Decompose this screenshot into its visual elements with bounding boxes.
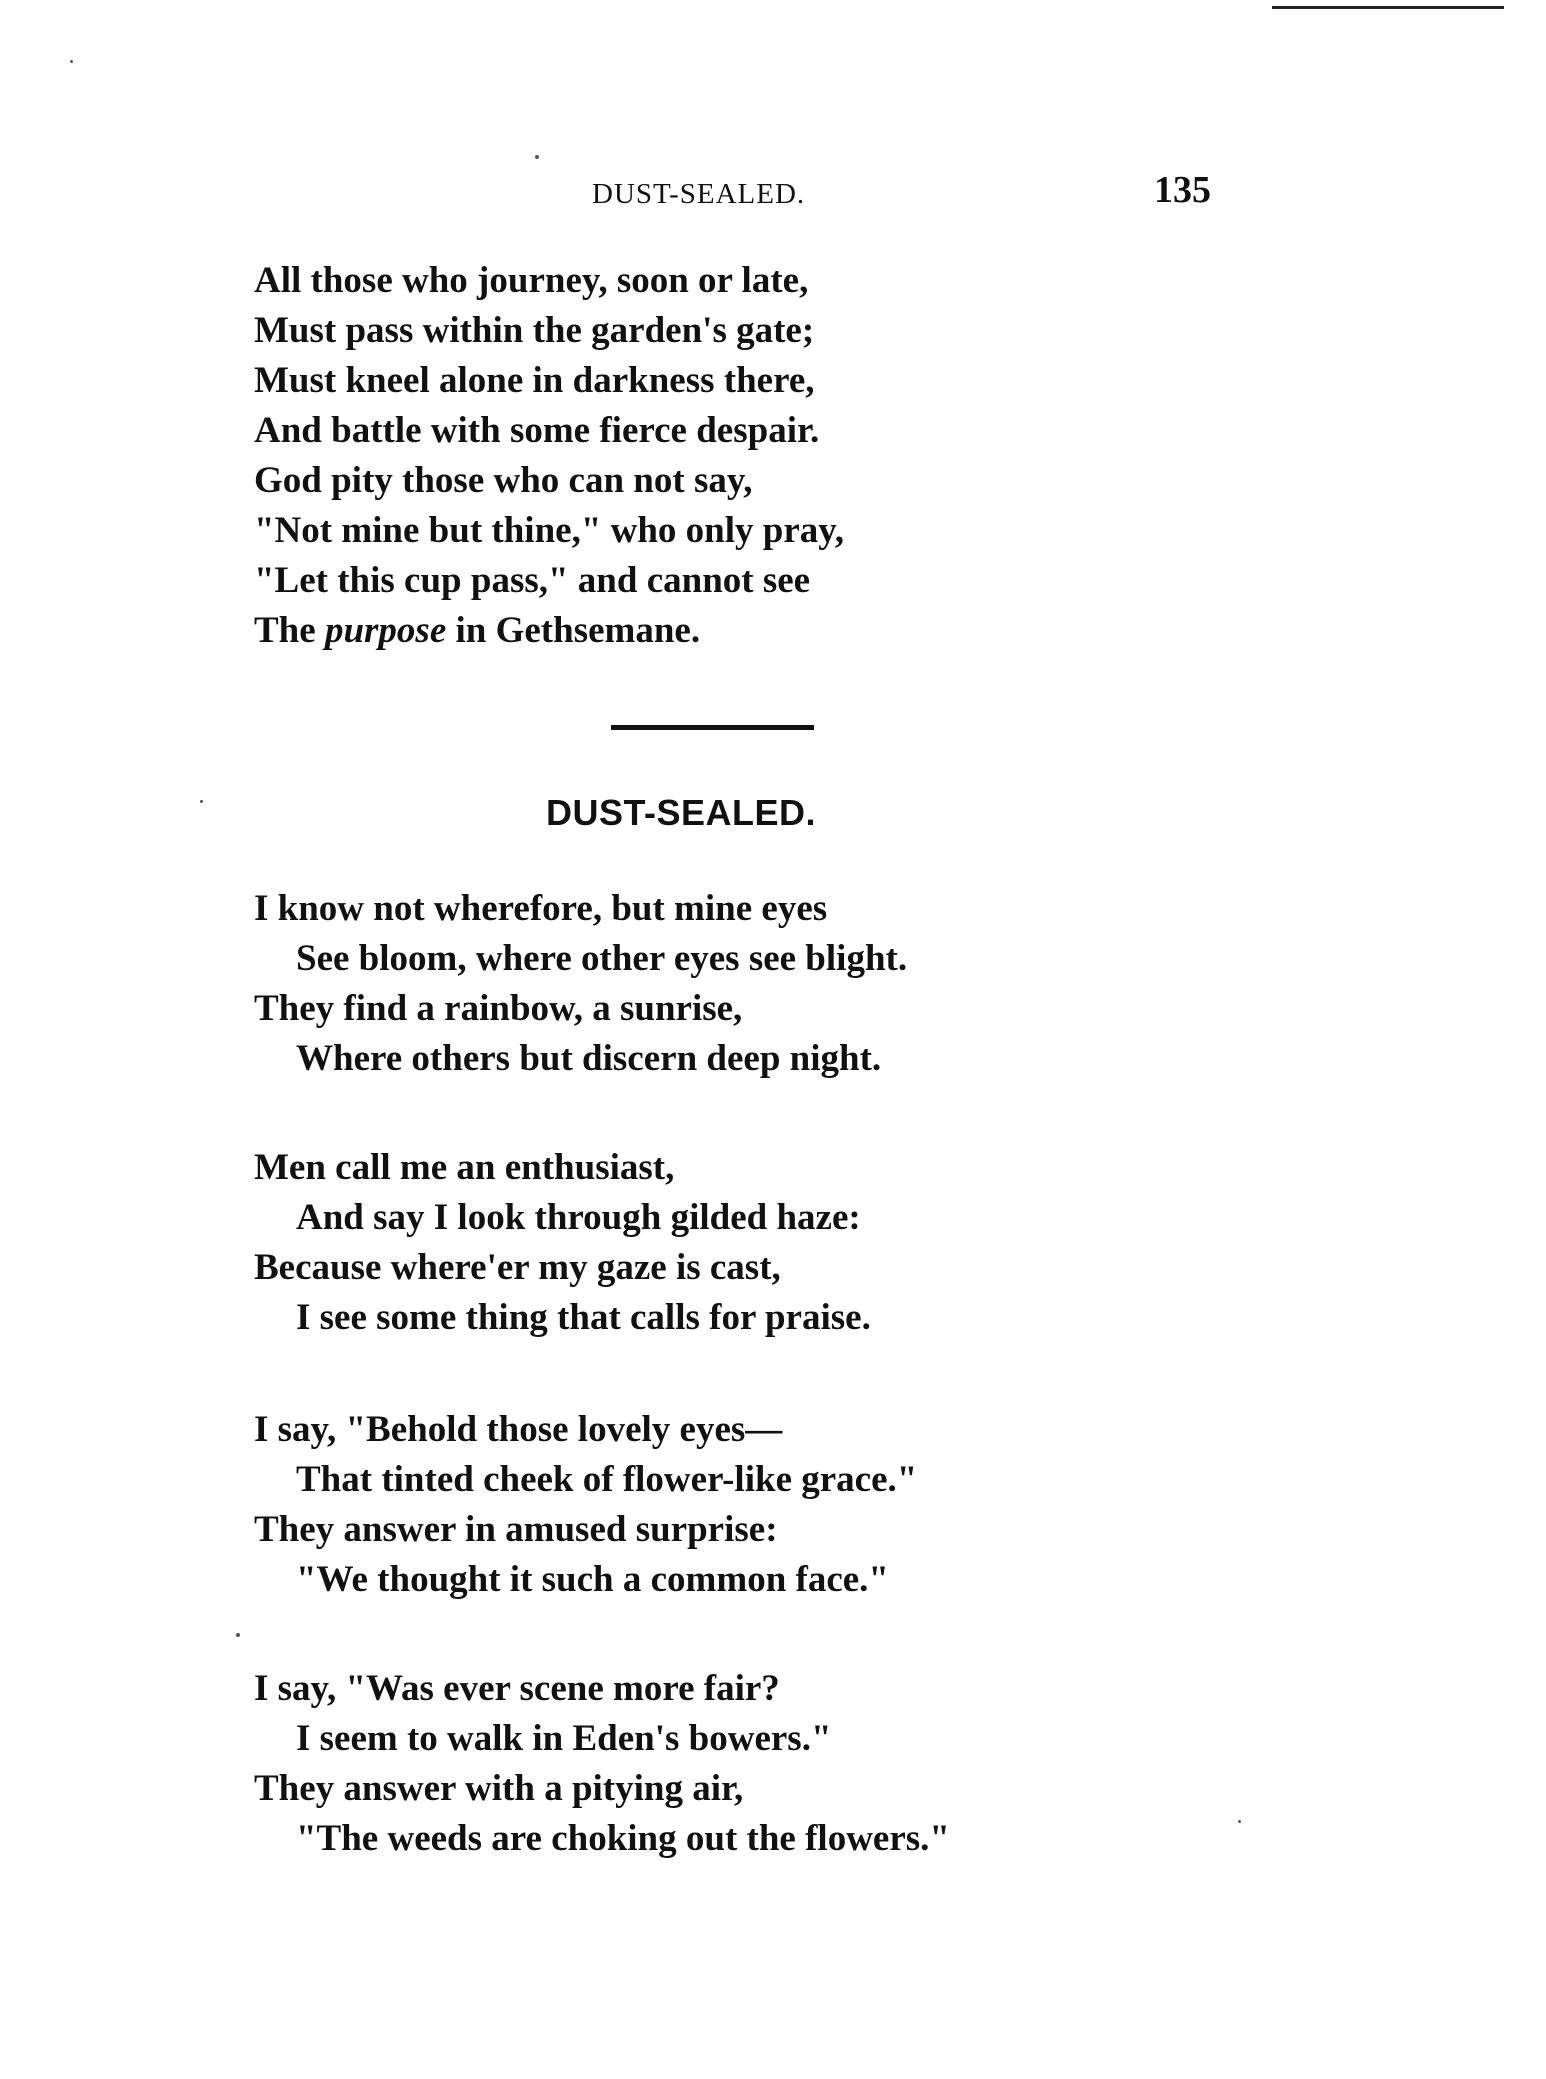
stanza-1 [254, 884, 907, 1084]
stanza-3 [254, 1405, 917, 1605]
previous-poem-stanza [254, 256, 844, 656]
poem-line: Because where'er my gaze is cast, [254, 1247, 781, 1288]
poem-line: They answer in amused surprise: [254, 1509, 778, 1550]
poem-line: And battle with some fierce despair. [254, 410, 820, 451]
poem-line: I seem to walk in Eden's bowers." [296, 1718, 832, 1759]
poem-line: See bloom, where other eyes see blight. [296, 938, 908, 979]
scan-speck [1238, 1820, 1241, 1823]
poem-line: Men call me an enthusiast, [254, 1147, 675, 1188]
stanza-2 [254, 1143, 871, 1343]
poem-line: "The weeds are choking out the flowers." [296, 1818, 950, 1859]
poem-line: Must pass within the garden's gate; [254, 310, 815, 351]
line-text-before: The [254, 610, 325, 651]
poem-line-last [254, 606, 844, 656]
poem-line: "Not mine but thine," who only pray, [254, 510, 844, 551]
poem-line: I say, "Behold those lovely eyes— [254, 1409, 783, 1450]
scan-speck [236, 1633, 240, 1637]
poem-line: "We thought it such a common face." [296, 1559, 889, 1600]
page-number: 135 [1154, 169, 1211, 211]
poem-line: God pity those who can not say, [254, 460, 753, 501]
poem-line: I say, "Was ever scene more fair? [254, 1668, 780, 1709]
top-edge-rule [1272, 6, 1504, 9]
scan-speck [200, 800, 203, 803]
poem-line: All those who journey, soon or late, [254, 260, 809, 301]
poem-line: That tinted cheek of flower-like grace." [296, 1459, 918, 1500]
poem-line: I know not wherefore, but mine eyes [254, 888, 828, 929]
poem-line: Where others but discern deep night. [296, 1038, 882, 1079]
italic-word: purpose [324, 610, 447, 651]
poem-line: I see some thing that calls for praise. [296, 1297, 871, 1338]
stanza-4 [254, 1664, 950, 1864]
poem-title: DUST-SEALED. [546, 792, 817, 833]
poem-line: And say I look through gilded haze: [296, 1197, 861, 1238]
section-divider [611, 725, 814, 730]
poem-line: Must kneel alone in darkness there, [254, 360, 815, 401]
running-head: DUST-SEALED. [592, 178, 806, 210]
scan-speck [535, 155, 539, 159]
scan-speck [70, 60, 73, 63]
poem-line: They answer with a pitying air, [254, 1768, 744, 1809]
poem-line: "Let this cup pass," and cannot see [254, 560, 811, 601]
poem-line: They find a rainbow, a sunrise, [254, 988, 743, 1029]
line-text-after: in Gethsemane. [446, 610, 701, 651]
